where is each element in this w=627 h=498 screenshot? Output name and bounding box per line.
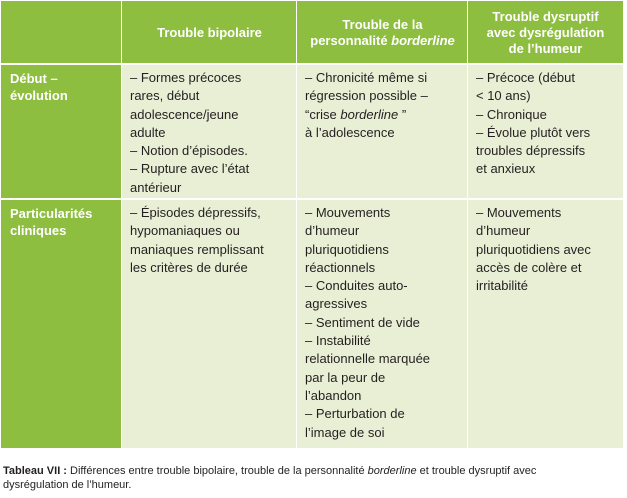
header-col3-line1: Trouble dysruptif bbox=[492, 8, 599, 24]
text-line: maniaques remplissant bbox=[130, 241, 264, 257]
cell-row1-col3 bbox=[468, 64, 623, 199]
cell-row1-col1 bbox=[122, 64, 297, 199]
header-corner bbox=[1, 1, 122, 64]
text-line: d’humeur bbox=[476, 223, 531, 239]
text-line: rares, début bbox=[130, 88, 200, 104]
cell-row1-col2 bbox=[297, 64, 468, 199]
text-line: < 10 ans) bbox=[476, 88, 531, 104]
text-line: antérieur bbox=[130, 179, 182, 195]
row-divider bbox=[1, 198, 623, 200]
header-col3-line3: de l’humeur bbox=[508, 40, 583, 56]
header-col2-text bbox=[310, 17, 455, 49]
row1-label-line2: évolution bbox=[10, 88, 68, 103]
caption-label: Tableau VII : bbox=[3, 465, 67, 477]
cell-row2-col2 bbox=[297, 199, 468, 448]
text-line: – Sentiment de vide bbox=[305, 314, 420, 330]
header-col3-text bbox=[487, 9, 605, 57]
text-line: – Notion d’épisodes. bbox=[130, 143, 248, 159]
header-col3-line2: avec dysrégulation bbox=[486, 24, 605, 40]
text-line: par la peur de bbox=[305, 369, 386, 385]
text-line: adolescence/jeune bbox=[130, 106, 239, 122]
header-col2-line2: personnalité borderline bbox=[310, 32, 455, 48]
text-line: – Perturbation de bbox=[305, 406, 405, 422]
text-line: régression possible – bbox=[305, 88, 428, 104]
column-divider bbox=[467, 1, 468, 448]
header-trouble-dysruptif bbox=[468, 1, 623, 64]
text-line: – Précoce (début bbox=[476, 70, 576, 85]
header-col1-text: Trouble bipolaire bbox=[157, 24, 262, 40]
row2-label-line2: cliniques bbox=[10, 223, 67, 238]
caption-line2: dysrégulation de l’humeur. bbox=[3, 479, 132, 491]
text-line: – Évolue plutôt vers bbox=[476, 124, 591, 140]
text-line: hypomaniaques ou bbox=[130, 223, 240, 239]
caption-italic: borderline bbox=[367, 465, 417, 477]
text-line: l’abandon bbox=[305, 387, 362, 403]
text-line: – Conduites auto- bbox=[305, 278, 408, 294]
row1-label-line1: Début – bbox=[10, 71, 58, 86]
text-line: – Mouvements bbox=[305, 205, 391, 220]
text-line: pluriquotidiens bbox=[305, 241, 389, 257]
text-line: à l’adolescence bbox=[305, 124, 395, 140]
text-line: – Chronicité même si bbox=[305, 70, 428, 85]
column-divider bbox=[121, 1, 122, 448]
text-line: irritabilité bbox=[476, 278, 529, 294]
row-divider bbox=[1, 63, 623, 65]
text-line: – Chronique bbox=[476, 106, 547, 122]
header-trouble-bipolaire bbox=[122, 1, 297, 64]
cell-row2-col1 bbox=[122, 199, 297, 448]
column-divider bbox=[296, 1, 297, 448]
header-trouble-borderline bbox=[297, 1, 468, 64]
text-line: d’humeur bbox=[305, 223, 360, 239]
text-line: – Mouvements bbox=[476, 205, 562, 220]
row2-label-line1: Particularités bbox=[10, 206, 93, 221]
text-line: l’image de soi bbox=[305, 424, 385, 440]
text-line: troubles dépressifs bbox=[476, 143, 586, 159]
text-line: – Rupture avec l’état bbox=[130, 161, 250, 177]
text-line: adulte bbox=[130, 124, 166, 140]
table-caption bbox=[3, 464, 625, 492]
text-line: – Formes précoces bbox=[130, 70, 242, 85]
comparison-table bbox=[1, 1, 623, 448]
header-col2-line1: Trouble de la bbox=[342, 16, 423, 32]
text-line: réactionnels bbox=[305, 259, 376, 275]
caption-line1: Tableau VII : Différences entre trouble bipolaire, trouble de la personnalité borderline et trouble dysruptif avec bbox=[3, 465, 537, 477]
text-line: accès de colère et bbox=[476, 259, 582, 275]
header-col2-italic: borderline bbox=[391, 32, 455, 48]
cell-row2-col3 bbox=[468, 199, 623, 448]
text-line: – Instabilité bbox=[305, 333, 371, 349]
text-line: les critères de durée bbox=[130, 259, 248, 275]
text-line: – Épisodes dépressifs, bbox=[130, 205, 261, 220]
text-line: et anxieux bbox=[476, 161, 536, 177]
text-line: pluriquotidiens avec bbox=[476, 241, 591, 257]
row-label-debut-evolution bbox=[1, 64, 122, 199]
text-line: relationnelle marquée bbox=[305, 351, 431, 367]
text-line: agressives bbox=[305, 296, 368, 312]
text-line: “crise borderline ” bbox=[305, 106, 407, 122]
row-label-particularites-cliniques bbox=[1, 199, 122, 448]
italic-borderline: borderline bbox=[340, 106, 399, 122]
